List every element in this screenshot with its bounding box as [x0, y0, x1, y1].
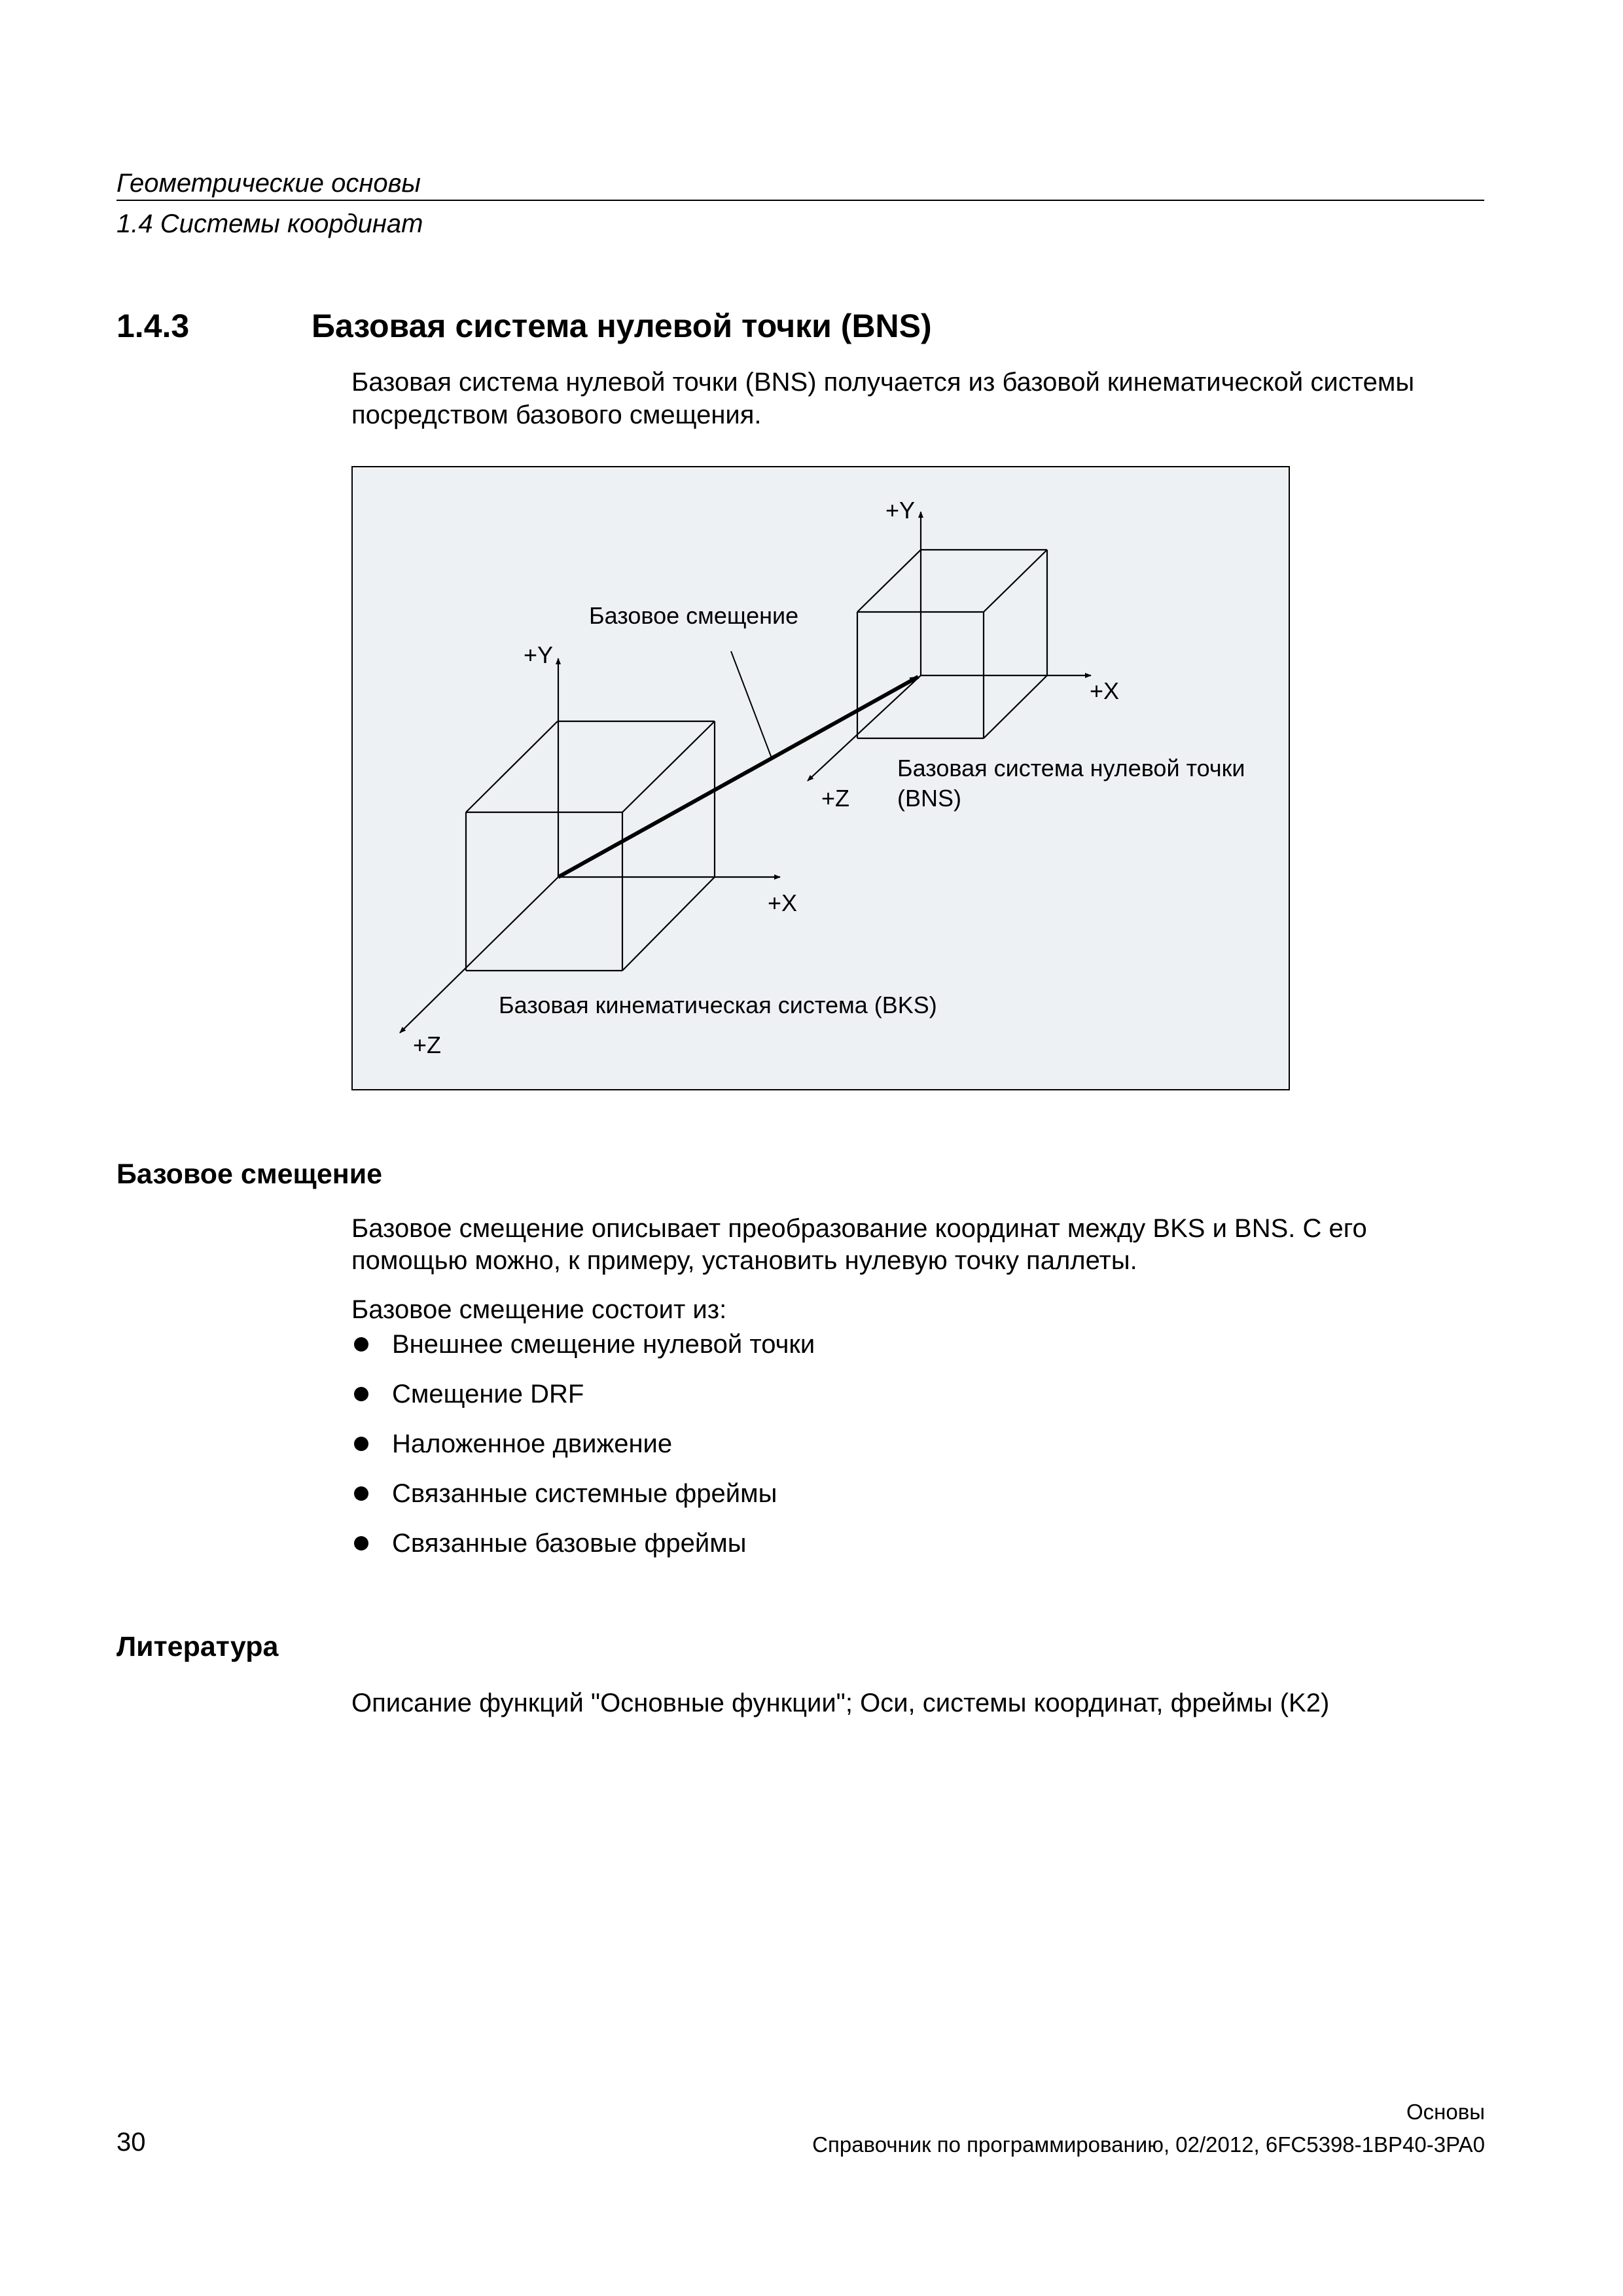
header-rule — [116, 200, 1484, 201]
list-item: Внешнее смещение нулевой точки — [351, 1329, 815, 1360]
offset-para2: Базовое смещение состоит из: — [351, 1295, 727, 1324]
bns-label-line-1: Базовая система нулевой точки — [897, 755, 1245, 781]
bns-x-label: +X — [1090, 677, 1120, 704]
bns-z-label: +Z — [821, 785, 850, 812]
running-header-chapter: Геометрические основы — [116, 169, 421, 198]
bullet-icon — [354, 1337, 368, 1352]
list-item: Связанные системные фреймы — [351, 1478, 815, 1509]
offset-components-list — [351, 1329, 815, 1577]
list-item: Связанные базовые фреймы — [351, 1528, 815, 1559]
literature-heading: Литература — [116, 1631, 279, 1662]
intro-line-1: Базовая система нулевой точки (BNS) получается из базовой кинематической системы — [351, 368, 1415, 397]
bks-z-label: +Z — [413, 1031, 442, 1058]
offset-para1-line1: Базовое смещение описывает преобразование координат между BKS и BNS. С его — [351, 1214, 1367, 1243]
bks-label: Базовая кинематическая система (BKS) — [499, 992, 937, 1018]
section-number: 1.4.3 — [116, 308, 190, 344]
offset-para1-line2: помощью можно, к примеру, установить нулевую точку паллеты. — [351, 1246, 1137, 1275]
section-title: Базовая система нулевой точки (BNS) — [312, 308, 932, 344]
list-item: Смещение DRF — [351, 1378, 815, 1410]
page-number: 30 — [116, 2128, 146, 2157]
bns-y-label: +Y — [885, 497, 915, 524]
offset-label: Базовое смещение — [589, 602, 799, 629]
intro-line-2: посредством базового смещения. — [351, 401, 762, 429]
bns-label-line-2: (BNS) — [897, 785, 961, 812]
bullet-icon — [354, 1536, 368, 1551]
bullet-icon — [354, 1437, 368, 1451]
bullet-icon — [354, 1387, 368, 1401]
literature-text: Описание функций "Основные функции"; Оси, системы координат, фреймы (K2) — [351, 1689, 1330, 1717]
footer-line-2: Справочник по программированию, 02/2012, 6FC5398-1BP40-3PA0 — [812, 2132, 1485, 2157]
running-header-section: 1.4 Системы координат — [116, 209, 423, 238]
footer-line-1: Основы — [1406, 2100, 1485, 2124]
bks-x-label: +X — [768, 889, 798, 916]
coordinate-systems-figure — [351, 466, 1290, 1090]
offset-heading: Базовое смещение — [116, 1158, 383, 1190]
figure-svg — [351, 466, 1290, 1090]
list-item: Наложенное движение — [351, 1428, 815, 1460]
bks-y-label: +Y — [523, 641, 553, 668]
bullet-icon — [354, 1486, 368, 1501]
